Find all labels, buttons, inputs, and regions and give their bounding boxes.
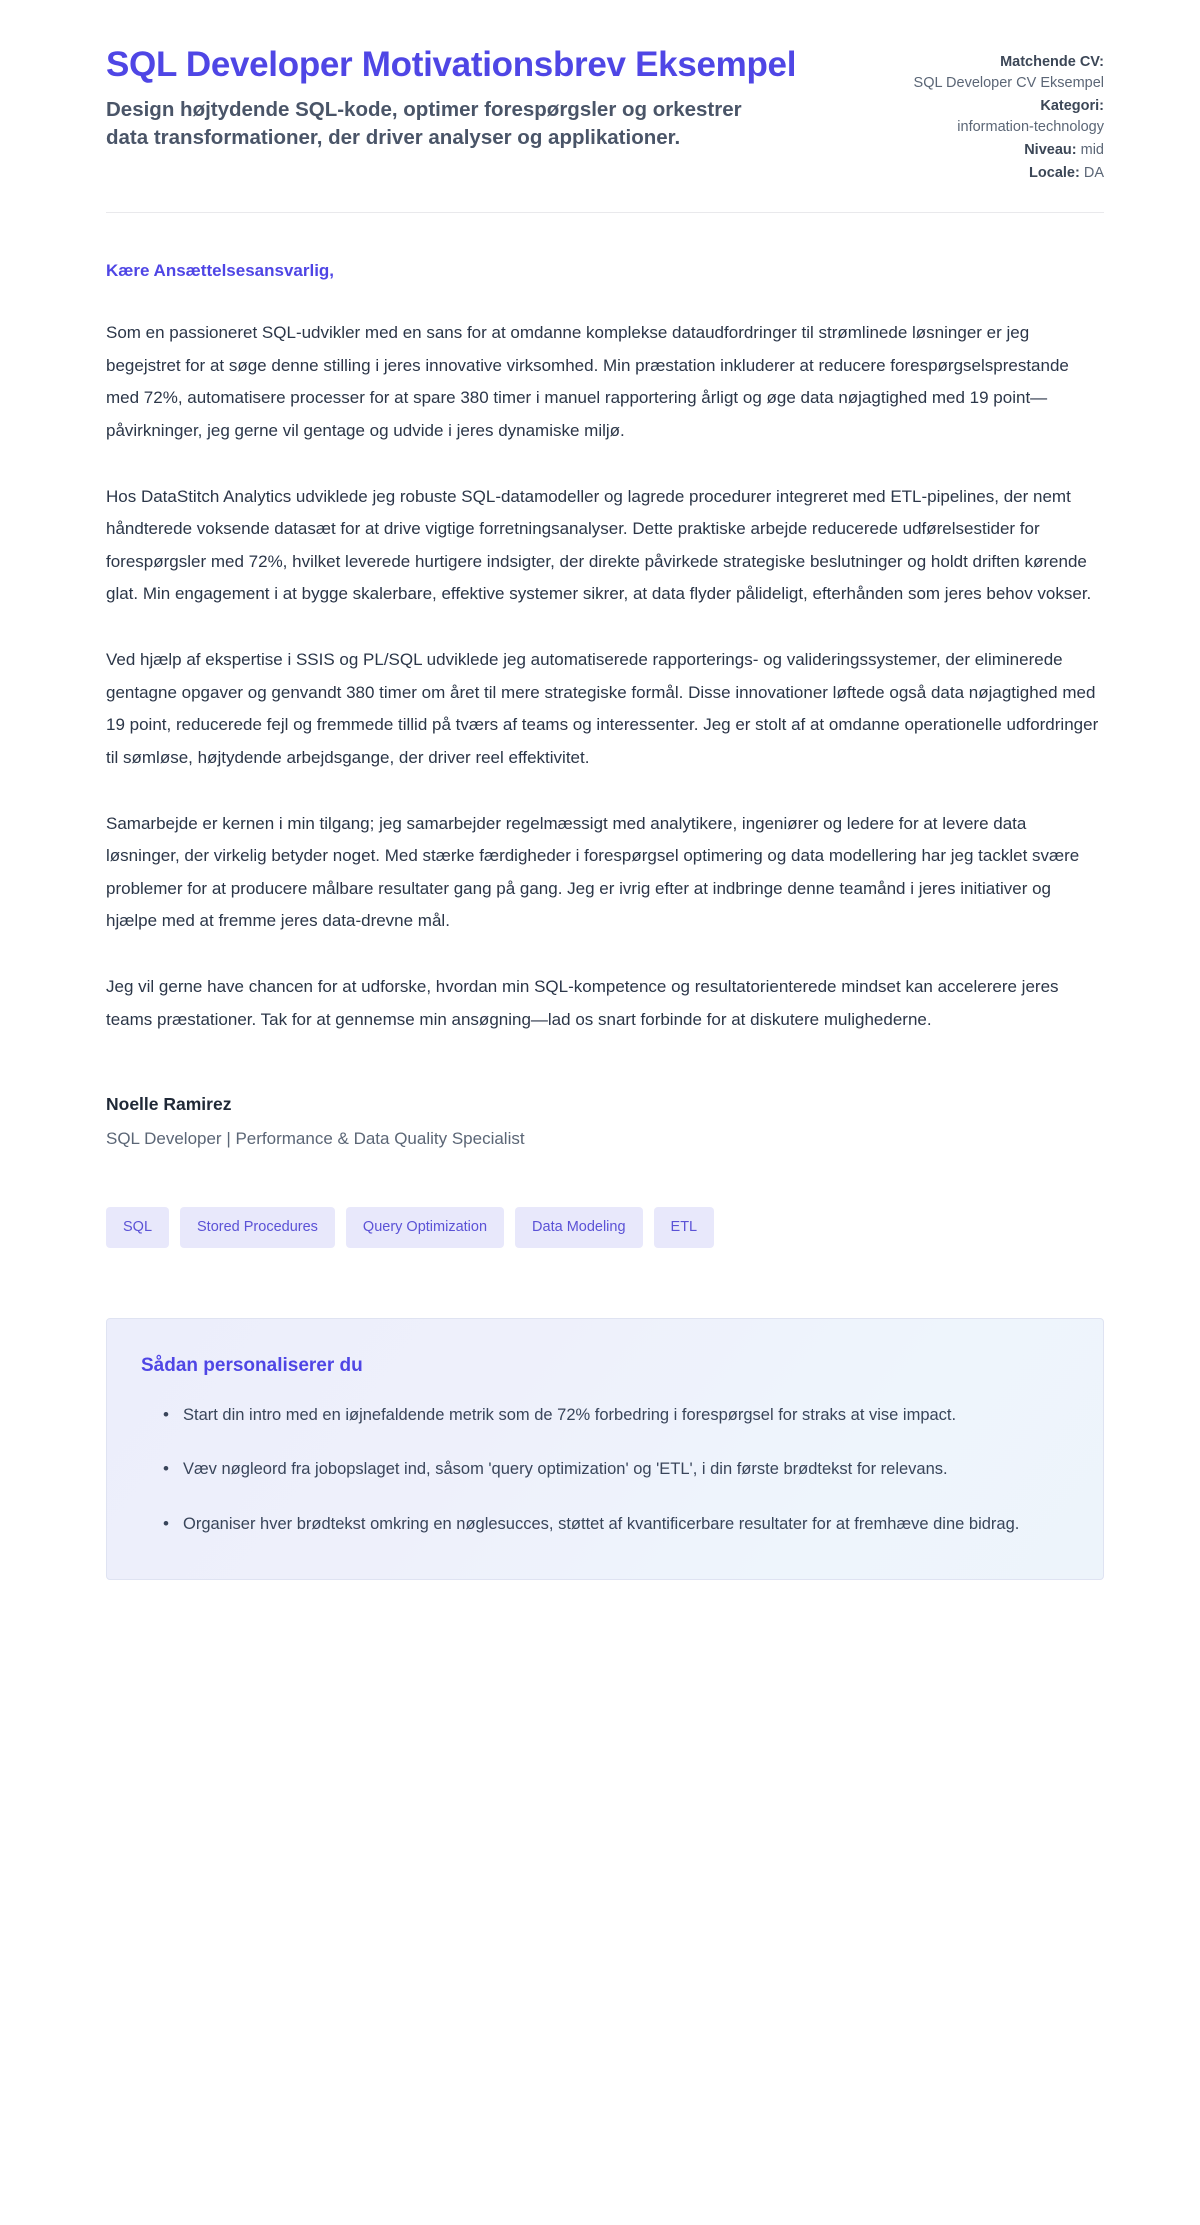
page-subtitle: Design højtydende SQL-kode, optimer forespørgsler og orkestrer data transformationer, der driver analyser og applikationer.: [106, 97, 742, 149]
letter-paragraph: Jeg vil gerne have chancen for at udforske, hvordan min SQL-kompetence og resultatorienterede mindset kan accelerere jeres teams præstationer. Tak for at gennemse min ansøgning—lad os snart forbinde for at diskutere mulighederne.: [106, 977, 1059, 1029]
letter-body: [106, 213, 1104, 1580]
letter-paragraph: Hos DataStitch Analytics udviklede jeg robuste SQL-datamodeller og lagrede procedurer integreret med ETL-pipelines, der nemt håndterede voksende datasæt for at drive vigtige forretningsanalyser. Dette praktiske arbejde reducerede udførelsestider for forespørgsler med 72%, hvilket leverede hurtigere indsigter, der direkte påvirkede strategiske beslutninger og holdt driften kørende glat. Min engagement i at bygge skalerbare, effektive systemer sikrer, at data flyder pålideligt, efterhånden som jeres behov vokser.: [106, 486, 1092, 604]
tips-title: Sådan personaliserer du: [141, 1354, 363, 1376]
letter-paragraph: Samarbejde er kernen i min tilgang; jeg samarbejder regelmæssigt med analytikere, ingeniører og ledere for at levere data løsninger, der virkelig betyder noget. Med stærke færdigheder i forespørgsel optimering og data modellering har jeg tacklet svære problemer for at producere målbare resultater gang på gang. Jeg er ivrig efter at indbringe denne teamånd i jeres initiativer og hjælpe med at fremme jeres data-drevne mål.: [106, 813, 1080, 931]
skill-tag-list: [106, 1207, 1104, 1248]
letter-salutation: Kære Ansættelsesansvarlig,: [106, 261, 335, 281]
meta-category: [889, 96, 1104, 138]
meta-matching-cv-value: SQL Developer CV Eksempel: [913, 75, 1104, 92]
meta-matching-cv: [889, 52, 1104, 94]
signature-role: SQL Developer | Performance & Data Quality Specialist: [106, 1129, 525, 1149]
tips-list-item: • Start din intro med en iøjnefaldende metrik som de 72% forbedring i forespørgsel for straks at vise impact.: [163, 1401, 1061, 1430]
letter-paragraph: Som en passioneret SQL-udvikler med en sans for at omdanne komplekse dataudfordringer til strømlinede løsninger er jeg begejstret for at søge denne stilling i jeres innovative virksomhed. Min præstation inkluderer at reducere forespørgselsprestande med 72%, automatisere processer for at spare 380 timer i manuel rapportering årligt og øge data nøjagtighed med 19 point—påvirkninger, jeg gerne vil gentage og udvide i jeres dynamiske miljø.: [106, 323, 1069, 440]
meta-category-label: Kategori:: [1040, 98, 1104, 115]
meta-matching-cv-label: Matchende CV:: [1000, 54, 1104, 70]
meta-category-value: information-technology: [957, 119, 1104, 136]
personalization-tips-panel: [106, 1318, 1104, 1580]
page-header: [106, 44, 1104, 212]
meta-level-value: mid: [1080, 142, 1104, 159]
meta-locale-label: Locale:: [1029, 165, 1080, 182]
meta-level: [889, 140, 1104, 161]
header-text-block: [106, 44, 849, 152]
signature-block: [106, 1094, 1104, 1149]
skill-tag[interactable]: ETL: [654, 1207, 715, 1248]
skill-tag[interactable]: Stored Procedures: [180, 1207, 335, 1248]
page-title: SQL Developer Motivationsbrev Eksempel: [106, 45, 797, 84]
skill-tag[interactable]: SQL: [106, 1207, 169, 1248]
skill-tag[interactable]: Data Modeling: [515, 1207, 643, 1248]
letter-paragraph: Ved hjælp af ekspertise i SSIS og PL/SQL udviklede jeg automatiserede rapporterings- og valideringssystemer, der eliminerede gentagne opgaver og genvandt 380 timer om året til mere strategiske formål. Disse innovationer løftede også data nøjagtighed med 19 point, reducerede fejl og fremmede tillid på tværs af teams og interessenter. Jeg er stolt af at omdanne operationelle udfordringer til sømløse, højtydende arbejdsgange, der driver reel effektivitet.: [106, 650, 1099, 767]
meta-locale: [889, 163, 1104, 184]
tips-list-item: • Væv nøgleord fra jobopslaget ind, såsom 'query optimization' og 'ETL', i din første brødtekst for relevans.: [163, 1455, 1061, 1484]
tips-list-item: • Organiser hver brødtekst omkring en nøglesucces, støttet af kvantificerbare resultater for at fremhæve dine bidrag.: [163, 1510, 1061, 1539]
tips-list: [141, 1401, 1061, 1539]
document-metadata: [889, 44, 1104, 186]
meta-locale-value: DA: [1083, 165, 1104, 182]
signature-name: Noelle Ramirez: [106, 1094, 232, 1115]
meta-level-label: Niveau:: [1024, 142, 1077, 159]
skill-tag[interactable]: Query Optimization: [346, 1207, 504, 1248]
